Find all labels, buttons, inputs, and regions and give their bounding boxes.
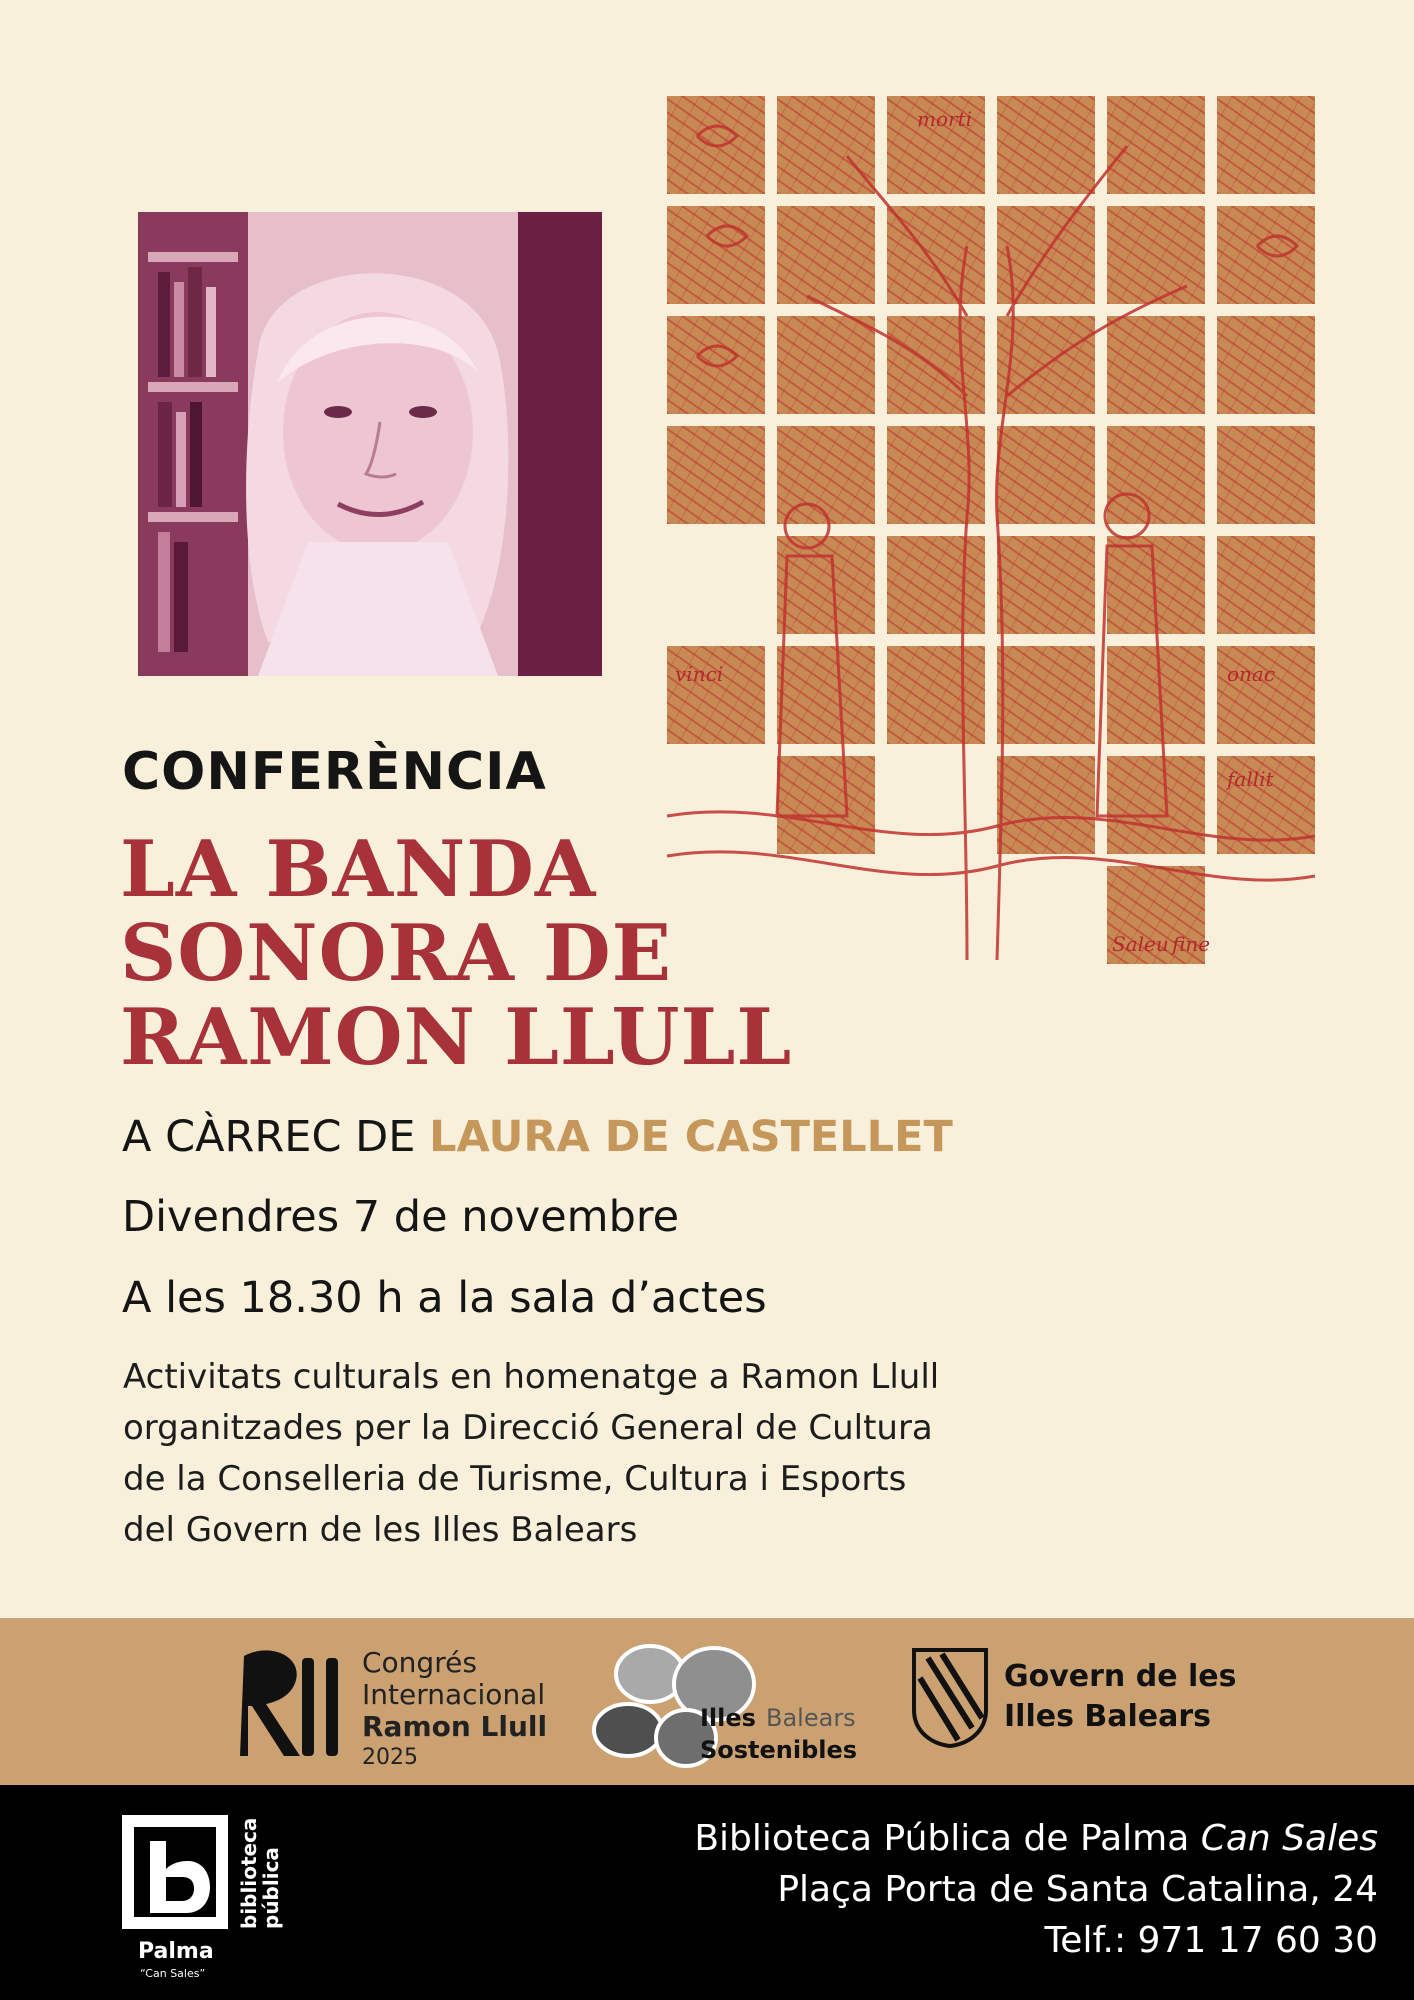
mosaic-tile xyxy=(887,536,985,634)
event-time: A les 18.30 h a la sala d’actes xyxy=(122,1273,767,1323)
mosaic-tile xyxy=(777,536,875,634)
mosaic-tile xyxy=(997,756,1095,854)
speaker-portrait xyxy=(138,212,602,676)
address-line-phone: Telf.: 971 17 60 30 xyxy=(1044,1920,1378,1961)
mosaic-tile xyxy=(667,206,765,304)
mosaic-tile xyxy=(667,316,765,414)
logo-side-text: pública xyxy=(259,1847,283,1929)
balears-word: Balears xyxy=(766,1704,856,1732)
biblioteca-publica-logo xyxy=(120,1813,290,1983)
mosaic-tile xyxy=(667,426,765,524)
event-date: Divendres 7 de novembre xyxy=(122,1192,680,1242)
logo-tag: “Can Sales” xyxy=(140,1967,206,1980)
address-line-street: Plaça Porta de Santa Catalina, 24 xyxy=(777,1869,1378,1910)
mosaic-tile xyxy=(667,646,765,744)
mosaic-tile xyxy=(777,316,875,414)
inscription-vinci: vinci xyxy=(675,662,724,686)
sostenibles-word: Sostenibles xyxy=(700,1736,858,1764)
mosaic-tile xyxy=(1107,426,1205,524)
logo-city: Palma xyxy=(138,1939,214,1964)
mosaic-tile xyxy=(1217,646,1315,744)
mosaic-tile xyxy=(667,96,765,194)
byline-prefix: A CÀRREC DE xyxy=(122,1112,416,1162)
mosaic-tile xyxy=(1217,206,1315,304)
inscription-fine: fine xyxy=(1172,932,1211,956)
mosaic-tile xyxy=(997,206,1095,304)
congres-line: Internacional xyxy=(362,1678,546,1711)
mosaic-tile xyxy=(1107,646,1205,744)
portrait-image xyxy=(138,212,602,676)
woodcut-mosaic xyxy=(667,96,1315,960)
mosaic-tile xyxy=(1107,96,1205,194)
inscription-saleu: Saleu xyxy=(1112,932,1169,956)
title-line: LA BANDA xyxy=(120,824,597,915)
mosaic-tile xyxy=(997,426,1095,524)
congres-line: Congrés xyxy=(362,1646,477,1679)
mosaic-tile xyxy=(777,426,875,524)
mosaic-tile xyxy=(1107,316,1205,414)
mosaic-tile xyxy=(777,206,875,304)
title-line: SONORA DE xyxy=(120,908,673,999)
library-name: Biblioteca Pública de Palma xyxy=(694,1818,1201,1859)
title-line: RAMON LLULL xyxy=(120,992,793,1083)
mosaic-tile xyxy=(777,756,875,854)
mosaic-tile xyxy=(997,536,1095,634)
library-address xyxy=(694,1813,1378,1966)
speaker-name: LAURA DE CASTELLET xyxy=(429,1112,953,1162)
event-title xyxy=(120,824,793,1083)
description-line: de la Conselleria de Turisme, Cultura i Esports xyxy=(123,1459,907,1499)
mosaic-tile xyxy=(997,646,1095,744)
mosaic-tile xyxy=(887,316,985,414)
event-type-label: CONFERÈNCIA xyxy=(122,742,547,802)
inscription-morti: morti xyxy=(917,107,972,131)
congres-line: 2025 xyxy=(362,1745,418,1770)
mosaic-tile xyxy=(887,426,985,524)
sponsor-logo-band xyxy=(0,1618,1414,1785)
description-line: del Govern de les Illes Balears xyxy=(123,1510,638,1550)
mosaic-tile xyxy=(1217,536,1315,634)
govern-line: Illes Balears xyxy=(1004,1699,1212,1734)
event-description xyxy=(123,1352,1083,1556)
mosaic-tile xyxy=(777,646,875,744)
library-name-italic: Can Sales xyxy=(1200,1818,1378,1859)
mosaic-tile xyxy=(777,96,875,194)
mosaic-tile xyxy=(997,96,1095,194)
mosaic-tile xyxy=(887,96,985,194)
illes-balears-sostenibles-logo xyxy=(588,1640,858,1770)
inscription-fallit: fallit xyxy=(1227,767,1274,791)
byline xyxy=(122,1112,953,1162)
mosaic-tile xyxy=(887,646,985,744)
description-line: organitzades per la Direcció General de Cultura xyxy=(123,1408,933,1448)
mosaic-tile xyxy=(1217,756,1315,854)
mosaic-tile xyxy=(997,316,1095,414)
mosaic-tile xyxy=(1217,316,1315,414)
address-line-library xyxy=(694,1813,1378,1864)
mosaic-tile xyxy=(1107,206,1205,304)
footer xyxy=(0,1785,1414,2000)
mosaic-tile xyxy=(887,206,985,304)
mosaic-tile xyxy=(1107,756,1205,854)
govern-illes-balears-logo xyxy=(912,1648,1237,1748)
govern-line: Govern de les xyxy=(1004,1659,1237,1694)
logo-side-text: biblioteca xyxy=(237,1817,261,1929)
mosaic-tile xyxy=(1217,426,1315,524)
description-line: Activitats culturals en homenatge a Ramon Llull xyxy=(123,1357,940,1397)
congres-ramon-llull-logo xyxy=(240,1646,548,1770)
mosaic-tile xyxy=(1217,96,1315,194)
mosaic-tile xyxy=(1107,536,1205,634)
illes-word: Illes xyxy=(700,1704,756,1732)
mosaic-tile xyxy=(1107,866,1205,964)
congres-line: Ramon Llull xyxy=(362,1710,548,1743)
inscription-onac: onac xyxy=(1227,662,1276,686)
